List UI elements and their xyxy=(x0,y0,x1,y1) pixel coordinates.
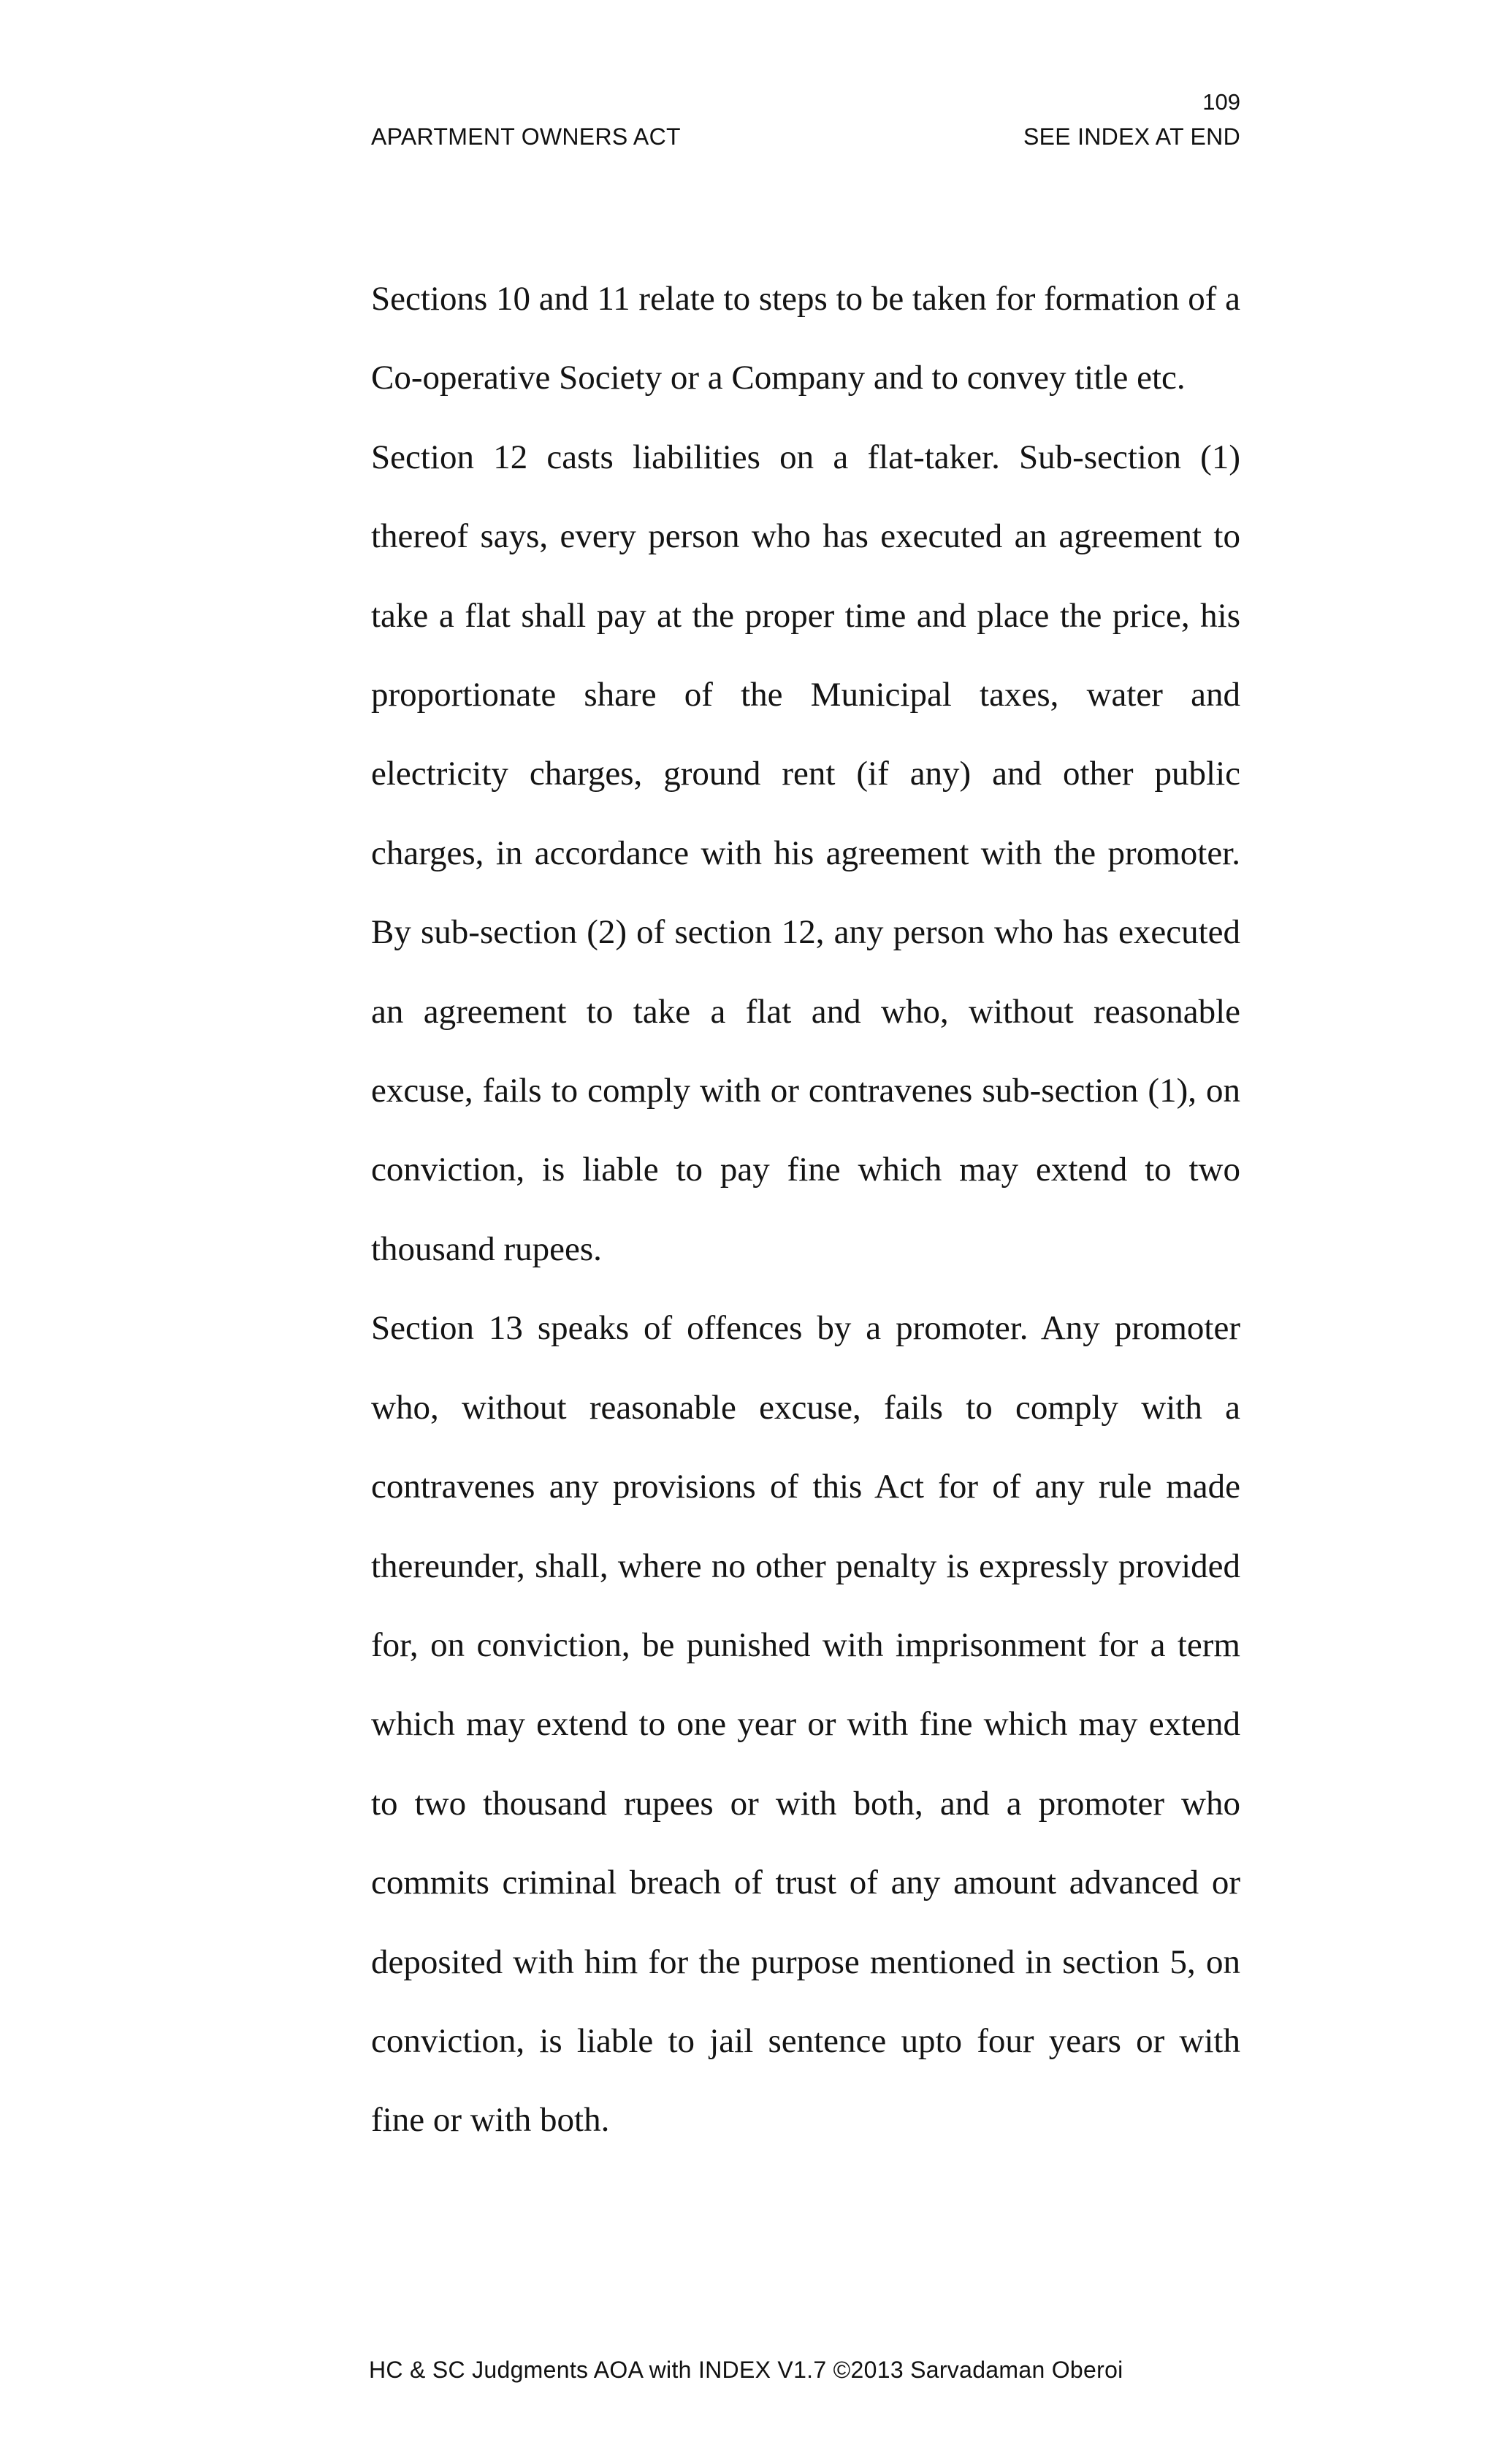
paragraph-section-13: Section 13 speaks of offences by a promoter. Any promoter who, without reasonable excuse, fails to comply with a contravenes any provisions of this Act for of any rule made thereunder, shall, where no other penalty is expressly provided for, on conviction, be punished with imprisonment for a term which may extend to one year or with fine which may extend to two thousand rupees or with both, and a promoter who commits criminal breach of trust of any amount advanced or deposited with him for the purpose mentioned in section 5, on conviction, is liable to jail sentence upto four years or with fine or with both. xyxy=(371,1309,1240,2140)
page-footer: HC & SC Judgments AOA with INDEX V1.7 ©2013 Sarvadaman Oberoi xyxy=(369,2357,1123,2383)
paragraph-sections-10-11: Sections 10 and 11 relate to steps to be taken for formation of a Co-operative Society or a Company and to convey title etc. xyxy=(371,280,1240,397)
page-number: 109 xyxy=(1202,89,1240,115)
document-body xyxy=(371,259,1240,2160)
running-head-index-note: SEE INDEX AT END xyxy=(1023,123,1240,150)
paragraph-section-12: Section 12 casts liabilities on a flat-taker. Sub-section (1) thereof says, every person who has executed an agreement to take a flat shall pay at the proper time and place the price, his proportionate share of the Municipal taxes, water and electricity charges, ground rent (if any) and other public charges, in accordance with his agreement with the promoter. By sub-section (2) of section 12, any person who has executed an agreement to take a flat and who, without reasonable excuse, fails to comply with or contravenes sub-section (1), on conviction, is liable to pay fine which may extend to two thousand rupees. xyxy=(371,438,1240,1268)
running-head-title: APARTMENT OWNERS ACT xyxy=(371,123,681,150)
